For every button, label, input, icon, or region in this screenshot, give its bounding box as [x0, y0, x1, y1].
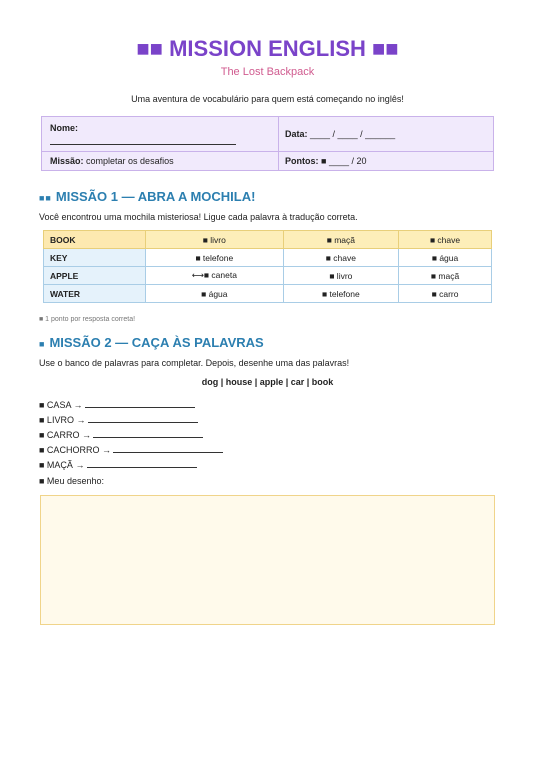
fill-item-label: ■ MAÇÃ → [39, 460, 85, 470]
answer-line[interactable] [93, 428, 203, 438]
translation-option[interactable]: ■ livro [146, 231, 284, 249]
mission-value: completar os desafios [86, 156, 174, 166]
translation-option[interactable]: ■ chave [283, 249, 398, 267]
intro-text: Uma aventura de vocabulário para quem está começando no inglês! [131, 94, 404, 104]
english-word: BOOK [44, 231, 146, 249]
answer-line[interactable] [87, 458, 197, 468]
info-divider-horizontal [42, 151, 493, 152]
fill-item[interactable] [39, 413, 198, 425]
name-write-line[interactable] [50, 144, 236, 145]
fill-item[interactable] [39, 398, 195, 410]
translation-option[interactable]: ■ telefone [283, 285, 398, 303]
mission2-title: MISSÃO 2 — CAÇA ÀS PALAVRAS [49, 335, 264, 350]
drawing-label: ■ Meu desenho: [39, 476, 104, 486]
info-divider-vertical [278, 117, 279, 170]
table-row [44, 231, 492, 249]
title-marks-left: ■■ [136, 36, 163, 61]
fill-item-label: ■ CARRO → [39, 430, 91, 440]
mission1-title: MISSÃO 1 — ABRA A MOCHILA! [55, 189, 256, 204]
translation-option[interactable]: ■ maçã [399, 267, 492, 285]
page-subtitle: The Lost Backpack [220, 66, 315, 78]
date-label: Data: [285, 129, 308, 139]
fill-item-label: ■ CACHORRO → [39, 445, 111, 455]
translation-option[interactable]: ■ água [146, 285, 284, 303]
mission1-instructions: Você encontrou uma mochila misteriosa! Ligue cada palavra à tradução correta. [39, 212, 358, 222]
name-label: Nome: [50, 123, 79, 133]
page-title [0, 36, 535, 62]
name-field[interactable] [50, 123, 78, 133]
translation-option[interactable]: ■ maçã [283, 231, 398, 249]
answer-line[interactable] [88, 413, 198, 423]
points-label: Pontos: [285, 156, 319, 166]
translation-option[interactable]: ⟷■ caneta [146, 267, 284, 285]
translation-option[interactable]: ■ telefone [146, 249, 284, 267]
mission1-heading [39, 189, 255, 204]
student-info-box [41, 116, 494, 171]
mission2-instructions: Use o banco de palavras para completar. Depois, desenhe uma das palavras! [39, 358, 350, 368]
mission2-marks: ■ [39, 339, 46, 349]
answer-line[interactable] [113, 443, 223, 453]
fill-item[interactable] [39, 443, 223, 455]
mission-field [50, 156, 174, 166]
drawing-area[interactable] [40, 495, 495, 625]
table-row [44, 267, 492, 285]
fill-item[interactable] [39, 428, 203, 440]
title-marks-right: ■■ [372, 36, 399, 61]
points-note: ■ 1 ponto por resposta correta! [39, 316, 136, 323]
fill-item[interactable] [39, 458, 197, 470]
fill-item-label: ■ LIVRO → [39, 415, 86, 425]
table-row [44, 249, 492, 267]
english-word: WATER [44, 285, 146, 303]
english-word: KEY [44, 249, 146, 267]
points-field[interactable] [285, 156, 367, 166]
title-text: MISSION ENGLISH [169, 36, 366, 61]
mission2-heading [39, 335, 264, 350]
translation-option[interactable]: ■ água [399, 249, 492, 267]
date-field[interactable] [285, 129, 395, 139]
translation-option[interactable]: ■ carro [399, 285, 492, 303]
mission1-marks: ■■ [39, 193, 52, 203]
translation-option[interactable]: ■ livro [283, 267, 398, 285]
word-bank: dog | house | apple | car | book [201, 377, 334, 387]
answer-line[interactable] [85, 398, 195, 408]
english-word: APPLE [44, 267, 146, 285]
translation-option[interactable]: ■ chave [399, 231, 492, 249]
points-blank: ■ ____ / 20 [321, 156, 367, 166]
fill-item-label: ■ CASA → [39, 400, 83, 410]
matching-table [43, 230, 492, 303]
table-row [44, 285, 492, 303]
mission-label: Missão: [50, 156, 84, 166]
date-blank: ____ / ____ / ______ [310, 129, 396, 139]
